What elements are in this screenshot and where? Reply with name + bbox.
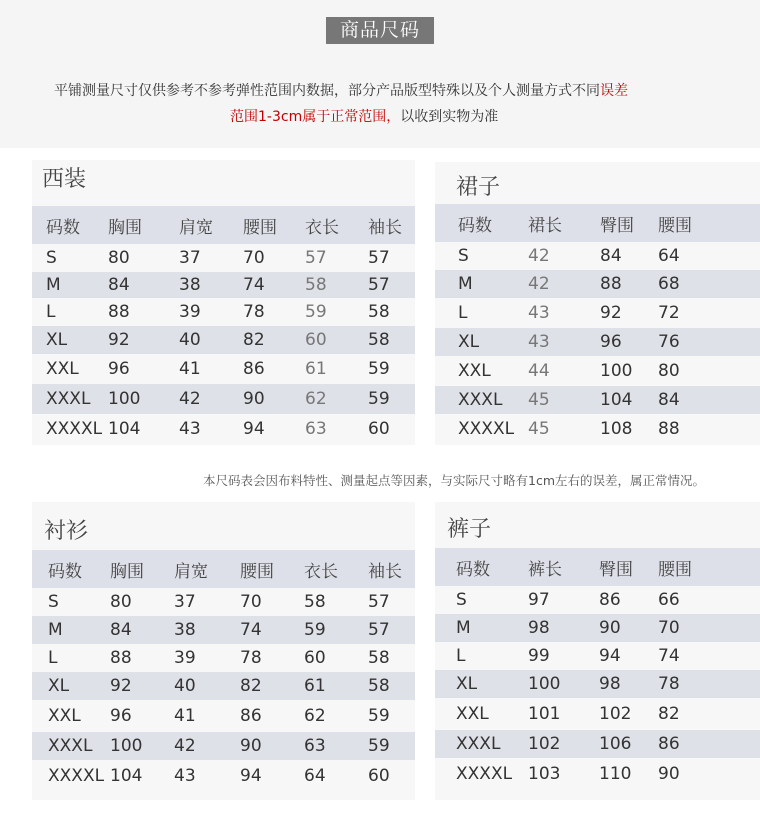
size-value: 74: [658, 646, 680, 666]
table-title: 裤子: [447, 517, 492, 542]
size-value: 41: [174, 706, 196, 726]
size-value: 98: [599, 674, 621, 694]
column-header: 码数: [46, 217, 80, 238]
size-value: 104: [600, 390, 633, 410]
size-value: 40: [174, 676, 196, 696]
size-label: XXXXL: [48, 766, 105, 786]
table-row: [32, 384, 415, 414]
table-row: [435, 414, 760, 444]
size-value: 44: [528, 361, 550, 381]
size-value: 58: [368, 330, 390, 350]
size-label: S: [456, 590, 467, 610]
size-value: 60: [305, 330, 327, 350]
size-value: 43: [179, 419, 201, 439]
size-value: 84: [658, 390, 680, 410]
table-row: [32, 298, 415, 326]
size-value: 82: [658, 704, 680, 724]
column-header: 肩宽: [179, 217, 213, 238]
size-value: 64: [304, 766, 326, 786]
size-label: XXL: [48, 706, 81, 726]
note-red-text: 范围1-3cm属于正常范围，: [230, 109, 401, 125]
size-value: 58: [368, 648, 390, 668]
size-value: 80: [110, 592, 132, 612]
size-value: 76: [658, 332, 680, 352]
size-label: XXL: [46, 359, 79, 379]
size-value: 70: [240, 592, 262, 612]
column-header: 码数: [458, 215, 492, 236]
size-value: 42: [174, 736, 196, 756]
size-label: XL: [456, 674, 478, 694]
page-title: 商品尺码: [326, 17, 434, 44]
size-value: 62: [304, 706, 326, 726]
size-value: 45: [528, 390, 550, 410]
size-value: 45: [528, 419, 550, 439]
size-value: 94: [240, 766, 262, 786]
size-value: 62: [305, 389, 327, 409]
column-header: 臀围: [600, 215, 634, 236]
size-label: S: [48, 592, 59, 612]
size-label: XXXL: [46, 389, 91, 409]
size-value: 43: [528, 332, 550, 352]
table-title: 西装: [42, 167, 87, 192]
size-value: 37: [174, 592, 196, 612]
size-label: S: [458, 246, 469, 266]
size-value: 102: [599, 704, 632, 724]
table-row: [435, 758, 760, 790]
column-header: 衣长: [305, 217, 339, 238]
table-header-row: [435, 204, 760, 242]
measurement-note-line2: [230, 106, 498, 126]
size-value: 96: [108, 359, 130, 379]
size-value: 98: [528, 618, 550, 638]
size-value: 88: [108, 302, 130, 322]
size-value: 57: [368, 592, 390, 612]
table-row: [32, 700, 415, 732]
size-value: 57: [368, 620, 390, 640]
table-row: [435, 642, 760, 670]
size-value: 100: [108, 389, 141, 409]
size-value: 38: [174, 620, 196, 640]
size-value: 86: [658, 734, 680, 754]
size-value: 96: [110, 706, 132, 726]
shirt-size-table: [32, 502, 415, 800]
table-row: [32, 272, 415, 298]
column-header: 胸围: [108, 217, 142, 238]
size-value: 92: [600, 303, 622, 323]
size-label: XXXL: [456, 734, 501, 754]
table-title: 裙子: [456, 175, 501, 200]
table-row: [435, 328, 760, 356]
size-value: 90: [599, 618, 621, 638]
column-header: 衣长: [304, 561, 338, 582]
skirt-size-table: [435, 162, 760, 445]
size-label: XL: [46, 330, 68, 350]
table-row: [435, 586, 760, 614]
size-label: XXXXL: [456, 764, 513, 784]
measurement-note-line1: [54, 80, 628, 100]
size-label: XL: [48, 676, 70, 696]
size-label: L: [48, 648, 58, 668]
table-header-row: [32, 206, 415, 244]
size-value: 100: [528, 674, 561, 694]
size-value: 99: [528, 646, 550, 666]
size-value: 86: [599, 590, 621, 610]
size-value: 72: [658, 303, 680, 323]
size-label: M: [458, 274, 473, 294]
size-value: 101: [528, 704, 561, 724]
size-value: 103: [528, 764, 561, 784]
column-header: 腰围: [658, 215, 692, 236]
column-header: 裤长: [528, 559, 562, 580]
size-value: 90: [243, 389, 265, 409]
size-value: 84: [108, 275, 130, 295]
table-row: [435, 730, 760, 758]
column-header: 码数: [48, 561, 82, 582]
size-value: 68: [658, 274, 680, 294]
column-header: 袖长: [368, 561, 402, 582]
table-row: [32, 732, 415, 760]
suit-size-table: [32, 160, 415, 445]
table-row: [32, 644, 415, 672]
size-value: 108: [600, 419, 633, 439]
table-row: [435, 698, 760, 730]
note-text: 平铺测量尺寸仅供参考不参考弹性范围内数据，部分产品版型特殊以及个人测量方式不同: [54, 83, 600, 99]
size-value: 84: [600, 246, 622, 266]
size-value: 88: [658, 419, 680, 439]
size-label: L: [46, 302, 56, 322]
size-value: 59: [368, 736, 390, 756]
size-value: 88: [600, 274, 622, 294]
size-value: 110: [599, 764, 632, 784]
size-value: 78: [240, 648, 262, 668]
size-value: 94: [599, 646, 621, 666]
size-value: 58: [305, 275, 327, 295]
size-value: 58: [304, 592, 326, 612]
size-value: 74: [243, 275, 265, 295]
size-label: M: [456, 618, 471, 638]
size-value: 59: [368, 359, 390, 379]
note-red-text: 误差: [600, 83, 628, 99]
pants-size-table: [435, 502, 760, 800]
table-row: [32, 616, 415, 644]
size-value: 96: [600, 332, 622, 352]
size-value: 59: [368, 389, 390, 409]
size-label: L: [458, 303, 468, 323]
size-value: 59: [304, 620, 326, 640]
table-row: [435, 270, 760, 298]
size-value: 82: [243, 330, 265, 350]
table-row: [435, 670, 760, 698]
size-value: 63: [305, 419, 327, 439]
size-value: 63: [304, 736, 326, 756]
size-value: 66: [658, 590, 680, 610]
table-row: [32, 760, 415, 792]
column-header: 胸围: [110, 561, 144, 582]
size-value: 39: [179, 302, 201, 322]
size-label: XXXXL: [46, 419, 103, 439]
size-value: 37: [179, 248, 201, 268]
size-value: 82: [240, 676, 262, 696]
size-value: 58: [368, 302, 390, 322]
column-header: 肩宽: [174, 561, 208, 582]
size-value: 42: [528, 274, 550, 294]
table-row: [435, 356, 760, 386]
note-text: 以收到实物为准: [400, 109, 499, 125]
column-header: 腰围: [658, 559, 692, 580]
size-value: 90: [658, 764, 680, 784]
column-header: 码数: [456, 559, 490, 580]
size-value: 86: [240, 706, 262, 726]
size-value: 42: [179, 389, 201, 409]
size-value: 86: [243, 359, 265, 379]
size-value: 59: [305, 302, 327, 322]
table-row: [32, 354, 415, 384]
size-value: 40: [179, 330, 201, 350]
size-label: XL: [458, 332, 480, 352]
size-value: 90: [240, 736, 262, 756]
size-label: M: [46, 275, 61, 295]
table-row: [32, 326, 415, 354]
table-title: 衬衫: [44, 519, 89, 544]
table-row: [435, 614, 760, 642]
size-value: 60: [304, 648, 326, 668]
column-header: 腰围: [243, 217, 277, 238]
size-value: 78: [658, 674, 680, 694]
size-value: 60: [368, 766, 390, 786]
size-value: 61: [304, 676, 326, 696]
size-value: 102: [528, 734, 561, 754]
size-value: 42: [528, 246, 550, 266]
size-value: 58: [368, 676, 390, 696]
size-value: 57: [368, 275, 390, 295]
table-row: [435, 298, 760, 328]
size-value: 92: [108, 330, 130, 350]
table-row: [435, 242, 760, 270]
table-row: [32, 244, 415, 272]
size-value: 78: [243, 302, 265, 322]
size-label: M: [48, 620, 63, 640]
size-value: 80: [108, 248, 130, 268]
column-header: 裙长: [528, 215, 562, 236]
size-value: 100: [600, 361, 633, 381]
size-value: 92: [110, 676, 132, 696]
size-value: 100: [110, 736, 143, 756]
size-label: XXL: [458, 361, 491, 381]
size-value: 60: [368, 419, 390, 439]
size-value: 43: [174, 766, 196, 786]
size-value: 64: [658, 246, 680, 266]
size-value: 43: [528, 303, 550, 323]
size-value: 61: [305, 359, 327, 379]
size-value: 70: [243, 248, 265, 268]
size-value: 104: [108, 419, 141, 439]
size-value: 104: [110, 766, 143, 786]
header-banner: [0, 0, 760, 148]
size-label: XXL: [456, 704, 489, 724]
column-header: 臀围: [599, 559, 633, 580]
size-value: 70: [658, 618, 680, 638]
table-row: [435, 386, 760, 414]
column-header: 袖长: [368, 217, 402, 238]
size-value: 41: [179, 359, 201, 379]
size-disclaimer: 本尺码表会因布料特性、测量起点等因素，与实际尺寸略有1cm左右的误差，属正常情况。: [203, 473, 706, 488]
size-label: S: [46, 248, 57, 268]
size-label: XXXL: [48, 736, 93, 756]
size-label: XXXXL: [458, 419, 515, 439]
size-value: 88: [110, 648, 132, 668]
table-row: [32, 672, 415, 700]
size-value: 59: [368, 706, 390, 726]
size-value: 74: [240, 620, 262, 640]
size-value: 84: [110, 620, 132, 640]
table-row: [32, 414, 415, 444]
table-header-row: [32, 550, 415, 588]
size-value: 97: [528, 590, 550, 610]
size-value: 80: [658, 361, 680, 381]
table-row: [32, 588, 415, 616]
column-header: 腰围: [240, 561, 274, 582]
size-label: L: [456, 646, 466, 666]
size-value: 38: [179, 275, 201, 295]
size-value: 39: [174, 648, 196, 668]
size-value: 57: [368, 248, 390, 268]
size-value: 106: [599, 734, 632, 754]
size-value: 57: [305, 248, 327, 268]
size-label: XXXL: [458, 390, 503, 410]
size-value: 94: [243, 419, 265, 439]
table-header-row: [435, 548, 760, 586]
